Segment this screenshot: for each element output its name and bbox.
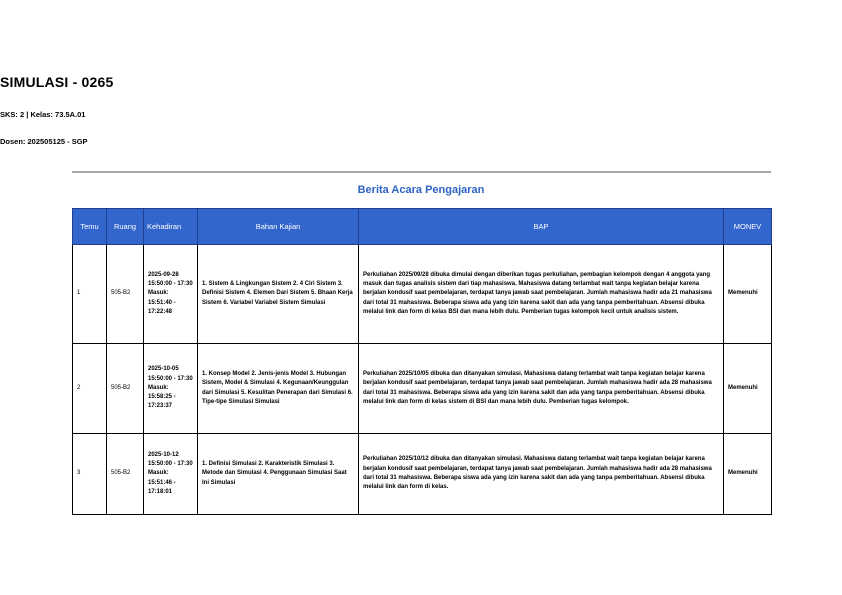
table-row [73, 434, 772, 515]
column-header-ruang: Ruang [107, 209, 144, 245]
cell-bap: Perkuliahan 2025/10/12 dibuka dan ditanyakan simulasi. Mahasiswa datang terlambat wait tanpa kegiatan belajar karena berjalan kondusif saat pembelajaran, terdapat tanya jawab saat pembelajaran. Jumlah mahasiswa hadir ada 28 mahasiswa dari total 31 mahasiswa. Beberapa siswa ada yang izin karena sakit dan ada yang tanpa pemberitahuan. Absensi dibuka melalui link dan form di kelas. [359, 434, 724, 515]
column-header-bap: BAP [359, 209, 724, 245]
cell-bahan-kajian: 1. Konsep Model 2. Jenis-jenis Model 3. Hubungan Sistem, Model & Simulasi 4. Kegunaan/Keunggulan dari Simulasi 5. Kesulitan Penerapan dari Simulasi 6. Tipe-tipe Simulasi Simulasi [198, 344, 359, 434]
cell-monev: Memenuhi [724, 344, 772, 434]
cell-bap: Perkuliahan 2025/10/05 dibuka dan ditanyakan simulasi. Mahasiswa datang terlambat wait tanpa kegiatan belajar karena berjalan kondusif saat pembelajaran, terdapat tanya jawab saat pembelajaran. Jumlah mahasiswa hadir ada 28 mahasiswa dari total 31 mahasiswa. Beberapa siswa ada yang izin karena sakit dan ada yang tanpa pemberitahuan. Absensi dibuka melalui link dan form di kelas sistem di BSI dan mana lebih dulu. Pemberian tugas kelompok. [359, 344, 724, 434]
cell-kehadiran: 2025-10-12 15:50:00 - 17:30 Masuk: 15:51:46 - 17:18:01 [144, 434, 198, 515]
table-row [73, 245, 772, 344]
column-header-monev: MONEV [724, 209, 772, 245]
cell-ruang: 505-B2 [107, 434, 144, 515]
table-row [73, 344, 772, 434]
cell-temu: 1 [73, 245, 107, 344]
cell-bap: Perkuliahan 2025/09/28 dibuka dimulai dengan diberikan tugas perkuliahan, pembagian kelompok dengan 4 anggota yang masuk dan tugas analisis sistem dari tiap mahasiswa. Mahasiswa datang terlambat wait tanpa kegiatan belajar karena berjalan kondusif saat pembelajaran, terdapat tanya jawab saat pembelajaran. Jumlah mahasiswa hadir ada 21 mahasiswa dari total 31 mahasiswa. Beberapa siswa ada yang izin karena sakit dan ada yang tanpa pemberitahuan. Absensi dibuka melalui link dan form di kelas BSI dan mana lebih dulu. Pemberian tugas kelompok kecil untuk analisis sistem. [359, 245, 724, 344]
cell-ruang: 505-B2 [107, 344, 144, 434]
cell-kehadiran: 2025-10-05 15:50:00 - 17:30 Masuk: 15:58:25 - 17:23:37 [144, 344, 198, 434]
column-header-kehadiran: Kehadiran [144, 209, 198, 245]
header-divider [72, 171, 771, 173]
page-title: SIMULASI - 0265 [0, 74, 114, 90]
column-header-bahan-kajian: Bahan Kajian [198, 209, 359, 245]
table-header-row [73, 209, 772, 245]
section-title: Berita Acara Pengajaran [357, 184, 485, 196]
cell-bahan-kajian: 1. Sistem & Lingkungan Sistem 2. 4 Ciri Sistem 3. Definisi Sistem 4. Elemen Dari Sistem 5. Bhaan Kerja Sistem 6. Variabel Variabel Sistem Simulasi [198, 245, 359, 344]
dosen-info: Dosen: 202505125 - SGP [0, 137, 88, 146]
cell-monev: Memenuhi [724, 434, 772, 515]
column-header-temu: Temu [73, 209, 107, 245]
cell-temu: 3 [73, 434, 107, 515]
cell-bahan-kajian: 1. Definisi Simulasi 2. Karakteristik Simulasi 3. Metode dan Simulasi 4. Penggunaan Simulasi Saat Ini Simulasi [198, 434, 359, 515]
cell-monev: Memenuhi [724, 245, 772, 344]
cell-ruang: 505-B2 [107, 245, 144, 344]
cell-kehadiran: 2025-09-28 15:50:00 - 17:30 Masuk: 15:51:40 - 17:22:48 [144, 245, 198, 344]
sks-kelas-info: SKS: 2 | Kelas: 73.5A.01 [0, 110, 86, 119]
cell-temu: 2 [73, 344, 107, 434]
bap-table [72, 208, 772, 515]
